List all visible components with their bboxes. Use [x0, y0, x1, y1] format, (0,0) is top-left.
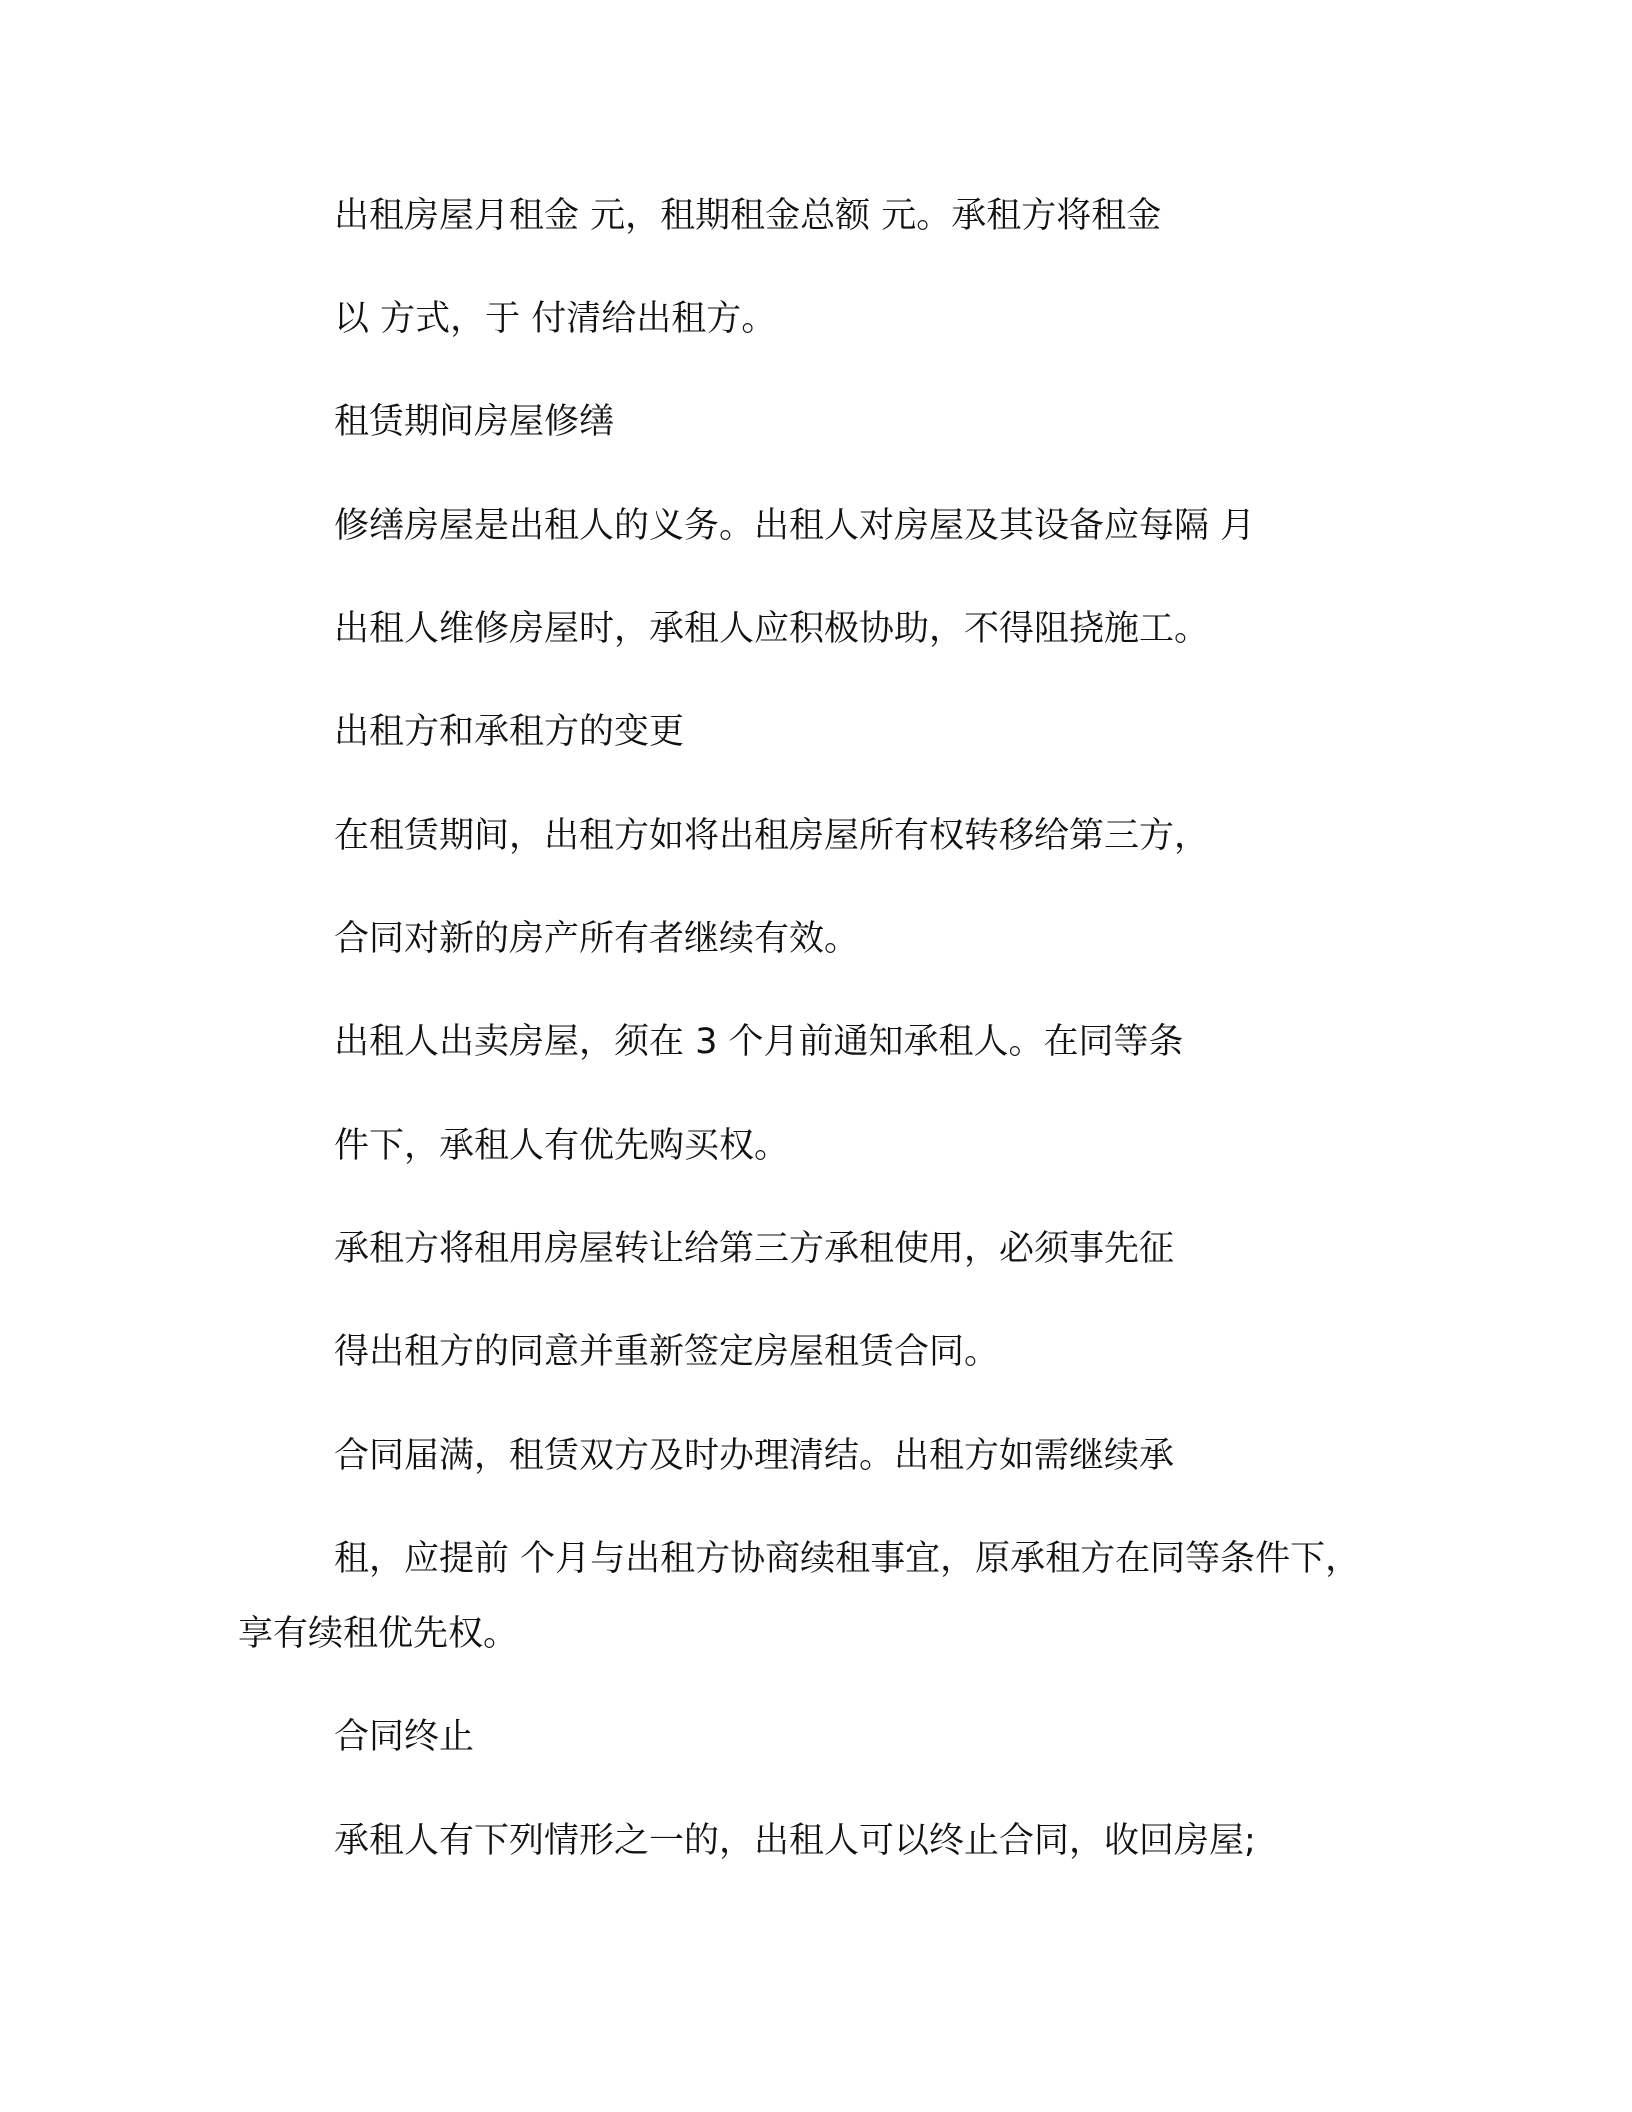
text-line-payment-method: 以 方式，于 付清给出租方。 [334, 299, 777, 339]
text-line-purchase-priority: 件下，承租人有优先购买权。 [334, 1126, 790, 1166]
text-line-sublease: 承租方将租用房屋转让给第三方承租使用，必须事先征 [334, 1229, 1175, 1269]
text-line-renewal-negotiation: 租，应提前 个月与出租方协商续租事宜，原承租方在同等条件下， [334, 1539, 1361, 1579]
text-line-ownership-transfer: 在租赁期间，出租方如将出租房屋所有权转移给第三方， [334, 816, 1210, 856]
text-line-renewal-priority: 享有续租优先权。 [238, 1614, 519, 1654]
text-line-repair-duty: 修缮房屋是出租人的义务。出租人对房屋及其设备应每隔 月 [334, 506, 1256, 546]
text-line-termination-conditions: 承租人有下列情形之一的，出租人可以终止合同，收回房屋; [334, 1821, 1256, 1861]
text-line-repair-cooperation: 出租人维修房屋时，承租人应积极协助，不得阻挠施工。 [334, 609, 1210, 649]
text-line-sublease-consent: 得出租方的同意并重新签定房屋租赁合同。 [334, 1332, 1000, 1372]
text-line-sale-notice: 出租人出卖房屋，须在 3 个月前通知承租人。在同等条 [334, 1022, 1184, 1062]
section-heading-termination: 合同终止 [334, 1717, 475, 1757]
section-heading-party-change: 出租方和承租方的变更 [334, 712, 685, 752]
text-line-rent-amount: 出租房屋月租金 元，租期租金总额 元。承租方将租金 [334, 196, 1162, 236]
text-line-contract-validity: 合同对新的房产所有者继续有效。 [334, 919, 860, 959]
section-heading-repairs: 租赁期间房屋修缮 [334, 402, 615, 442]
text-line-contract-expiry: 合同届满，租赁双方及时办理清结。出租方如需继续承 [334, 1436, 1175, 1476]
